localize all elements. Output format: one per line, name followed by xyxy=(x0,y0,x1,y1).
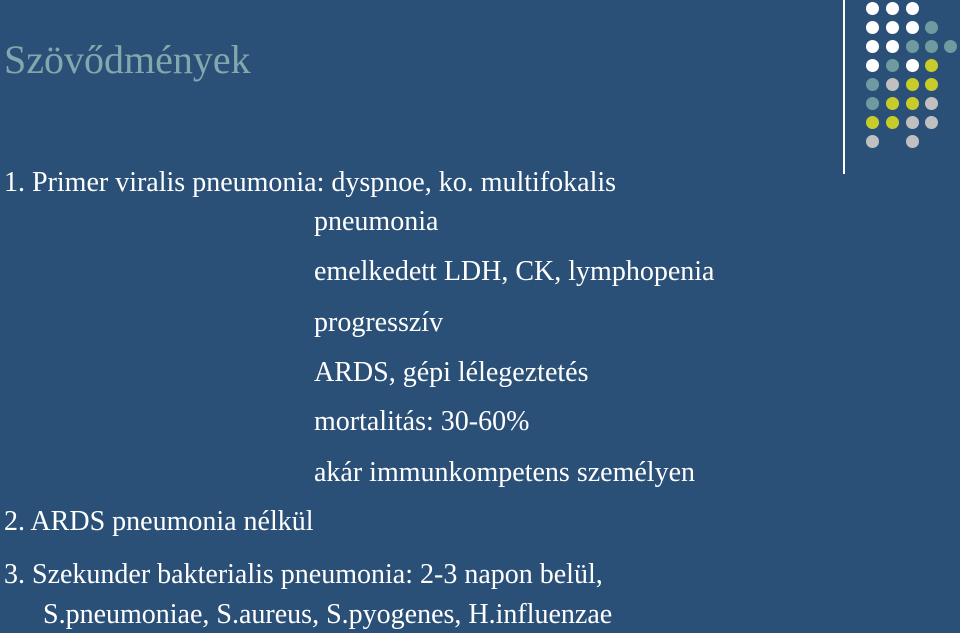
decorative-dot xyxy=(906,59,919,72)
decorative-dot xyxy=(906,135,919,148)
decorative-dot xyxy=(866,135,879,148)
slide-title: Szövődmények xyxy=(4,37,251,82)
decorative-dot xyxy=(886,116,899,129)
decorative-dot xyxy=(925,97,938,110)
decorative-dot xyxy=(925,40,938,53)
decorative-dot xyxy=(886,40,899,53)
body-line-2: pneumonia xyxy=(314,206,439,237)
decorative-dot xyxy=(866,21,879,34)
decorative-dot xyxy=(866,2,879,15)
decorative-dot xyxy=(866,116,879,129)
body-line-8: 2. ARDS pneumonia nélkül xyxy=(4,506,314,537)
decorative-dot xyxy=(906,97,919,110)
decorative-dot xyxy=(886,59,899,72)
decorative-dot xyxy=(906,40,919,53)
body-line-6: mortalitás: 30-60% xyxy=(314,406,530,437)
decorative-dot xyxy=(944,40,957,53)
decorative-dot xyxy=(906,21,919,34)
decorative-dot xyxy=(925,78,938,91)
decorative-dot xyxy=(866,97,879,110)
decorative-dot xyxy=(925,116,938,129)
decorative-dot xyxy=(886,97,899,110)
body-line-7: akár immunkompetens személyen xyxy=(314,457,695,488)
body-line-1: 1. Primer viralis pneumonia: dyspnoe, ko. multifokalis xyxy=(4,167,617,198)
decorative-dot xyxy=(866,78,879,91)
decorative-dot xyxy=(886,78,899,91)
decorative-dot xyxy=(906,116,919,129)
decorative-dot xyxy=(906,2,919,15)
decorative-dot xyxy=(886,2,899,15)
body-line-3: emelkedett LDH, CK, lymphopenia xyxy=(314,256,715,287)
decorative-dot xyxy=(925,59,938,72)
body-line-9: 3. Szekunder bakterialis pneumonia: 2-3 napon belül, xyxy=(4,559,603,590)
decorative-dot xyxy=(925,21,938,34)
decorative-vertical-rule xyxy=(843,0,845,174)
decorative-dot xyxy=(866,40,879,53)
decorative-dot xyxy=(906,78,919,91)
body-line-10: S.pneumoniae, S.aureus, S.pyogenes, H.influenzae xyxy=(43,599,613,630)
decorative-dot xyxy=(886,21,899,34)
decorative-dot xyxy=(866,59,879,72)
body-line-4: progresszív xyxy=(314,307,444,338)
body-line-5: ARDS, gépi lélegeztetés xyxy=(314,357,589,388)
